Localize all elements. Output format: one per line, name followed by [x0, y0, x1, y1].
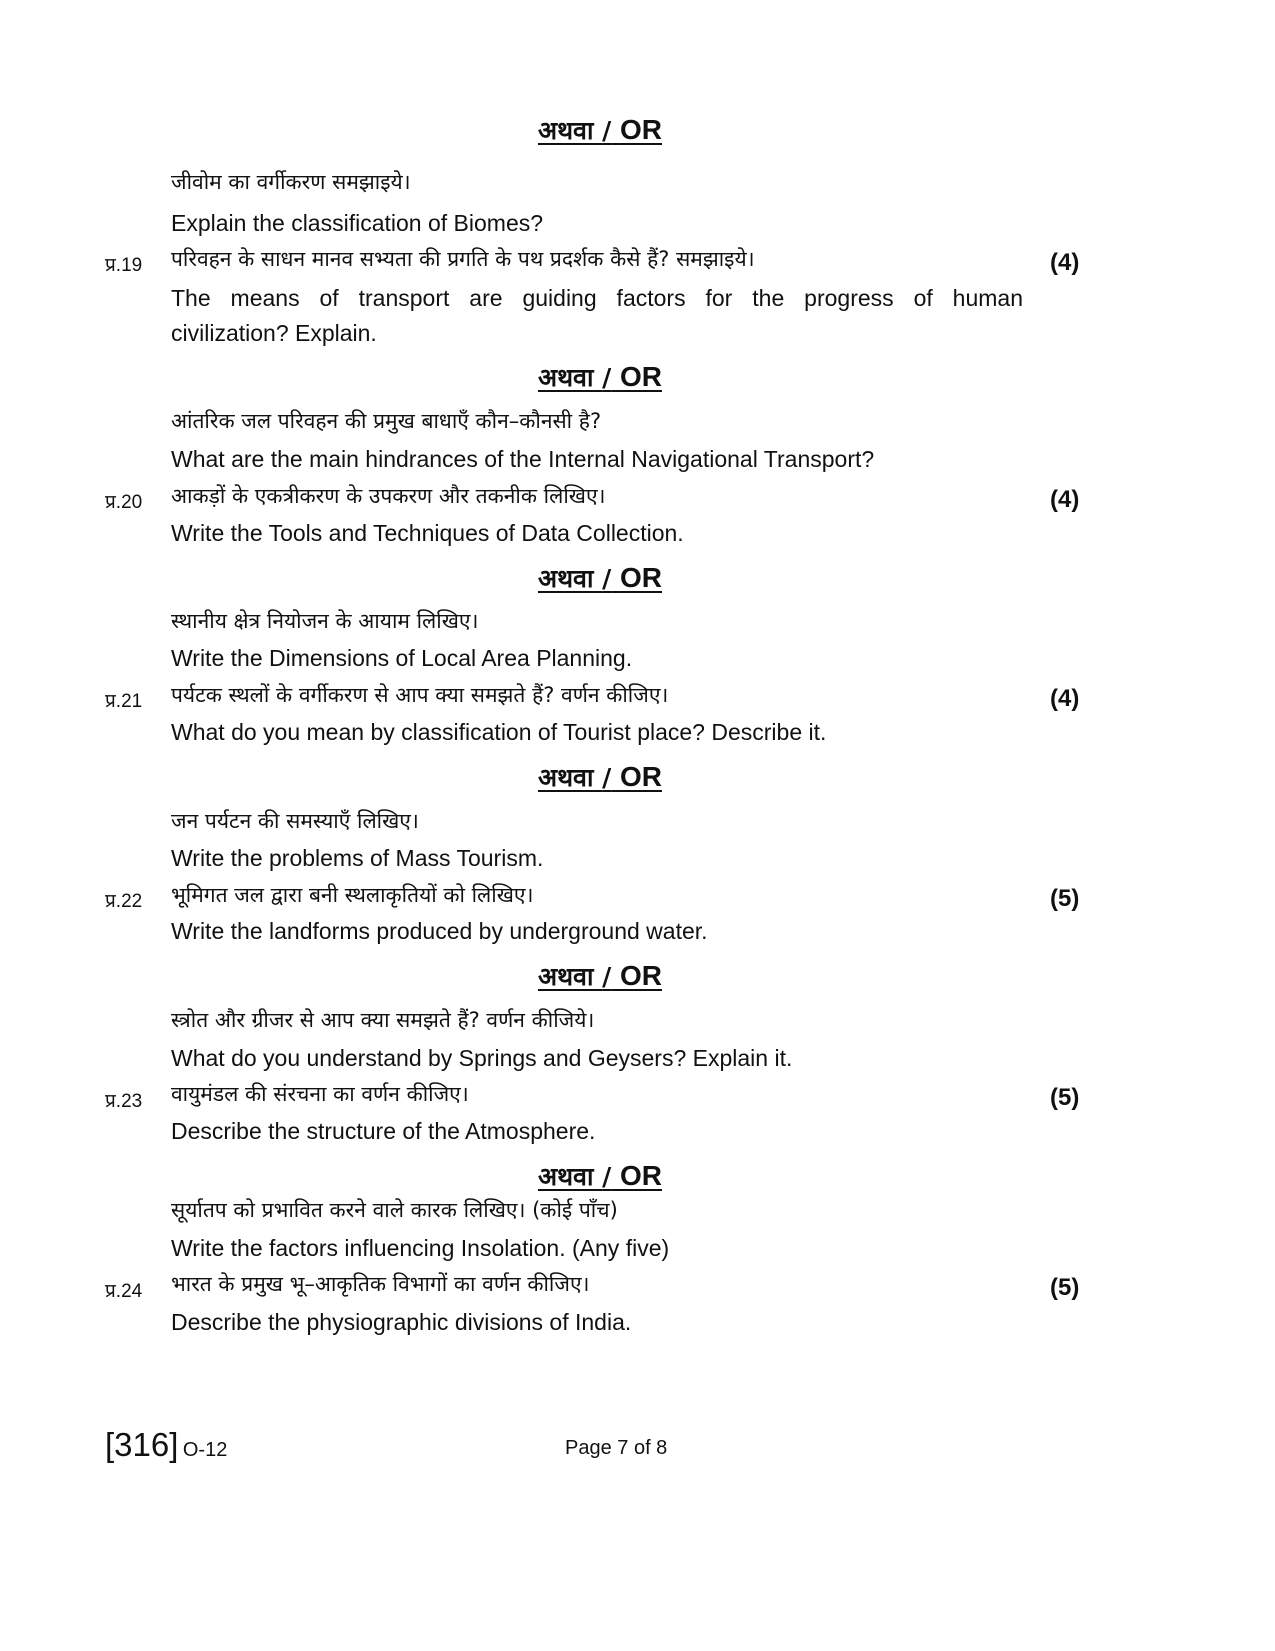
or-heading: अथवा / OR [537, 1160, 663, 1191]
question-number: प्र.20 [105, 492, 143, 513]
or-question-hindi: जन पर्यटन की समस्याएँ लिखिए। [171, 809, 419, 833]
question-english: The means of transport are guiding factors for the progress of human [171, 285, 1023, 311]
or-heading: अथवा / OR [537, 960, 663, 991]
or-question-english: Write the problems of Mass Tourism. [171, 845, 544, 871]
question-marks: (5) [1050, 885, 1080, 912]
question-number: प्र.19 [105, 255, 143, 276]
question-number: प्र.24 [105, 1281, 143, 1302]
question-number: प्र.23 [105, 1091, 143, 1112]
or-question-hindi: स्थानीय क्षेत्र नियोजन के आयाम लिखिए। [171, 609, 479, 633]
question-hindi: परिवहन के साधन मानव सभ्यता की प्रगति के पथ प्रदर्शक कैसे हैं? समझाइये। [171, 247, 755, 271]
question-english-cont: civilization? Explain. [171, 320, 377, 346]
question-marks: (5) [1050, 1274, 1080, 1301]
question-hindi: वायुमंडल की संरचना का वर्णन कीजिए। [171, 1082, 469, 1106]
question-hindi: भारत के प्रमुख भू–आकृतिक विभागों का वर्णन कीजिए। [171, 1272, 590, 1296]
question-hindi: पर्यटक स्थलों के वर्गीकरण से आप क्या समझते हैं? वर्णन कीजिए। [171, 683, 669, 707]
or-heading: अथवा / OR [537, 114, 663, 145]
or-question-hindi: आंतरिक जल परिवहन की प्रमुख बाधाएँ कौन–कौनसी है? [171, 409, 602, 433]
or-question-english: What do you understand by Springs and Geysers? Explain it. [171, 1045, 793, 1071]
or-heading: अथवा / OR [537, 761, 663, 792]
or-heading: अथवा / OR [537, 361, 663, 392]
or-question-hindi: सूर्यातप को प्रभावित करने वाले कारक लिखिए। (कोई पाँच) [171, 1198, 618, 1222]
or-question-english: Write the Dimensions of Local Area Planning. [171, 645, 633, 671]
or-question-english: What are the main hindrances of the Internal Navigational Transport? [171, 446, 875, 472]
question-number: प्र.22 [105, 891, 143, 912]
or-question-english: Write the factors influencing Insolation. (Any five) [171, 1235, 670, 1261]
question-hindi: भूमिगत जल द्वारा बनी स्थलाकृतियों को लिखिए। [171, 883, 534, 907]
or-heading: अथवा / OR [537, 562, 663, 593]
question-english: Describe the structure of the Atmosphere. [171, 1118, 596, 1144]
top-or-english: Explain the classification of Biomes? [171, 210, 544, 236]
top-or-hindi: जीवोम का वर्गीकरण समझाइये। [171, 170, 411, 194]
question-english: What do you mean by classification of Tourist place? Describe it. [171, 719, 827, 745]
subject-code: [316] [105, 1426, 179, 1463]
question-english: Write the Tools and Techniques of Data Collection. [171, 520, 684, 546]
question-marks: (4) [1050, 249, 1080, 276]
question-hindi: आकड़ों के एकत्रीकरण के उपकरण और तकनीक लिखिए। [171, 484, 606, 508]
question-english: Write the landforms produced by underground water. [171, 918, 708, 944]
question-english: Describe the physiographic divisions of India. [171, 1309, 632, 1335]
set-code: O-12 [182, 1439, 228, 1461]
question-marks: (4) [1050, 486, 1080, 513]
question-number: प्र.21 [105, 691, 143, 712]
paper-code [105, 1426, 227, 1464]
question-marks: (5) [1050, 1084, 1080, 1111]
or-question-hindi: स्त्रोत और ग्रीजर से आप क्या समझते हैं? वर्णन कीजिये। [171, 1008, 595, 1032]
page-number: Page 7 of 8 [565, 1437, 668, 1459]
question-marks: (4) [1050, 685, 1080, 712]
